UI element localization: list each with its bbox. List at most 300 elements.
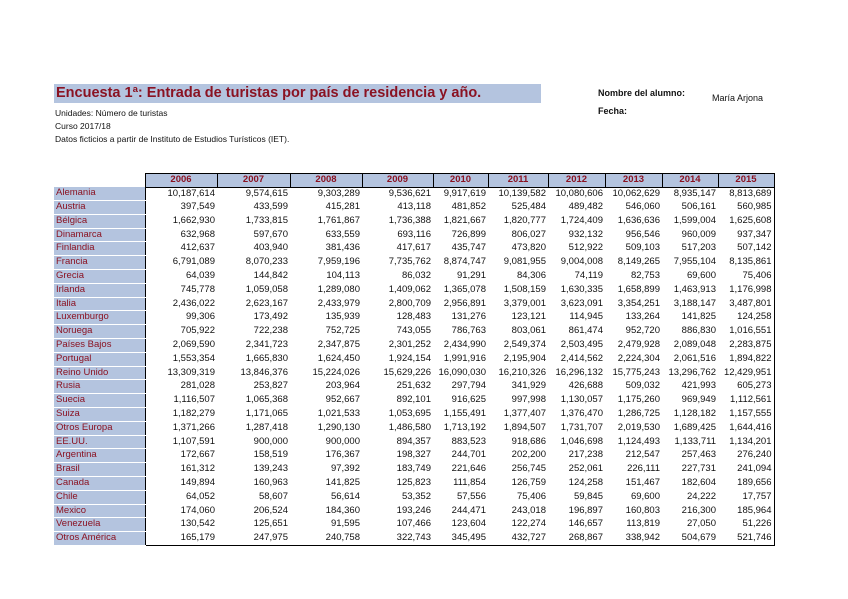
value-cell: 27,050 [686, 518, 716, 530]
value-cell: 1,463,913 [673, 283, 716, 295]
student-name-label: Nombre del alumno: [598, 88, 686, 98]
table-row [54, 297, 774, 311]
value-cell: 512,922 [568, 242, 603, 254]
value-cell: 1,658,899 [617, 283, 660, 295]
value-cell: 2,019,530 [617, 421, 660, 433]
value-cell: 174,060 [145, 504, 217, 518]
value-cell: 183,749 [396, 463, 431, 475]
value-cell: 91,291 [456, 270, 486, 282]
course-note: Curso 2017/18 [55, 121, 111, 131]
table-row [54, 449, 774, 463]
country-label: Suecia [54, 394, 145, 408]
value-cell: 198,327 [396, 449, 431, 461]
table-row [54, 477, 774, 491]
value-cell: 2,301,252 [388, 339, 431, 351]
country-label: Mexico [54, 504, 145, 518]
value-cell: 1,731,707 [560, 421, 603, 433]
value-cell: 128,483 [396, 311, 431, 323]
tourist-arrivals-table [54, 173, 775, 546]
value-cell: 1,644,416 [718, 421, 774, 435]
table-row [54, 283, 774, 297]
value-cell: 345,495 [433, 532, 488, 546]
country-label: EE.UU. [54, 435, 145, 449]
value-cell: 107,466 [396, 518, 431, 530]
value-cell: 141,825 [325, 477, 360, 489]
value-cell: 123,121 [511, 311, 546, 323]
table-row [54, 270, 774, 284]
year-header-2015: 2015 [718, 174, 774, 188]
value-cell: 221,646 [451, 463, 486, 475]
value-cell: 1,662,930 [145, 214, 217, 228]
value-cell: 1,991,916 [443, 352, 486, 364]
table-row [54, 352, 774, 366]
value-cell: 1,689,425 [673, 421, 716, 433]
value-cell: 10,062,629 [612, 187, 660, 199]
value-cell: 900,000 [325, 435, 360, 447]
table-row [54, 394, 774, 408]
value-cell: 1,508,159 [503, 283, 546, 295]
value-cell: 633,559 [325, 228, 360, 240]
value-cell: 139,243 [253, 463, 288, 475]
value-cell: 743,055 [396, 325, 431, 337]
value-cell: 521,746 [718, 532, 774, 546]
table-row [54, 228, 774, 242]
units-note: Unidades: Número de turistas [55, 108, 168, 118]
value-cell: 338,942 [605, 532, 662, 546]
value-cell: 415,281 [325, 201, 360, 213]
value-cell: 956,546 [625, 228, 660, 240]
year-header-2013: 2013 [605, 174, 662, 188]
value-cell: 1,128,182 [673, 408, 716, 420]
country-label: Países Bajos [54, 339, 145, 353]
value-cell: 57,556 [456, 490, 486, 502]
value-cell: 176,367 [325, 449, 360, 461]
value-cell: 412,637 [145, 242, 217, 256]
value-cell: 193,246 [396, 504, 431, 516]
value-cell: 15,775,243 [612, 366, 660, 378]
value-cell: 883,523 [451, 435, 486, 447]
value-cell: 1,287,418 [245, 421, 288, 433]
value-cell: 1,059,058 [245, 283, 288, 295]
value-cell: 16,090,030 [438, 366, 486, 378]
table-row [54, 256, 774, 270]
table-row [54, 518, 774, 532]
year-header-row [54, 174, 774, 188]
country-label: Francia [54, 256, 145, 270]
value-cell: 426,688 [568, 380, 603, 392]
country-label: Portugal [54, 352, 145, 366]
value-cell: 417,617 [396, 242, 431, 254]
country-label: Alemania [54, 187, 145, 200]
value-cell: 509,032 [625, 380, 660, 392]
value-cell: 2,089,048 [673, 339, 716, 351]
value-cell: 8,935,147 [673, 187, 716, 199]
value-cell: 268,867 [548, 532, 605, 546]
country-label: Reino Unido [54, 366, 145, 380]
year-header-2010: 2010 [433, 174, 488, 188]
value-cell: 227,731 [681, 463, 716, 475]
value-cell: 3,379,001 [503, 297, 546, 309]
value-cell: 1,124,493 [617, 435, 660, 447]
value-cell: 2,436,022 [145, 297, 217, 311]
value-cell: 69,600 [686, 270, 716, 282]
value-cell: 97,392 [330, 463, 360, 475]
value-cell: 1,046,698 [560, 435, 603, 447]
value-cell: 341,929 [511, 380, 546, 392]
value-cell: 15,224,026 [312, 366, 360, 378]
date-label: Fecha: [598, 106, 628, 116]
value-cell: 322,743 [362, 532, 433, 546]
value-cell: 2,549,374 [503, 339, 546, 351]
year-header-2011: 2011 [488, 174, 548, 188]
year-header-2009: 2009 [362, 174, 433, 188]
country-label: Otros América [54, 532, 145, 546]
value-cell: 1,665,830 [245, 352, 288, 364]
value-cell: 7,955,104 [673, 256, 716, 268]
value-cell: 1,599,004 [673, 214, 716, 226]
value-cell: 16,210,326 [498, 366, 546, 378]
value-cell: 86,032 [401, 270, 431, 282]
table-row [54, 532, 774, 546]
value-cell: 141,825 [681, 311, 716, 323]
value-cell: 489,482 [568, 201, 603, 213]
value-cell: 745,778 [145, 283, 217, 297]
value-cell: 240,758 [290, 532, 362, 546]
value-cell: 506,161 [681, 201, 716, 213]
value-cell: 918,686 [511, 435, 546, 447]
value-cell: 726,899 [451, 228, 486, 240]
value-cell: 1,894,507 [503, 421, 546, 433]
value-cell: 252,061 [568, 463, 603, 475]
value-cell: 251,632 [396, 380, 431, 392]
value-cell: 2,347,875 [317, 339, 360, 351]
country-label: Noruega [54, 325, 145, 339]
value-cell: 892,101 [396, 394, 431, 406]
value-cell: 1,053,695 [388, 408, 431, 420]
year-header-2012: 2012 [548, 174, 605, 188]
year-header-2006: 2006 [145, 174, 217, 188]
value-cell: 2,479,928 [617, 339, 660, 351]
value-cell: 2,341,723 [245, 339, 288, 351]
value-cell: 10,080,606 [555, 187, 603, 199]
table-row [54, 242, 774, 256]
value-cell: 160,803 [625, 504, 660, 516]
value-cell: 1,625,608 [718, 214, 774, 228]
value-cell: 2,283,875 [718, 339, 774, 353]
value-cell: 82,753 [630, 270, 660, 282]
country-label: Bélgica [54, 214, 145, 228]
year-header-2008: 2008 [290, 174, 362, 188]
value-cell: 281,028 [145, 380, 217, 394]
table-row [54, 408, 774, 422]
value-cell: 2,623,167 [245, 297, 288, 309]
value-cell: 1,112,561 [718, 394, 774, 408]
country-label: Canada [54, 477, 145, 491]
value-cell: 126,759 [511, 477, 546, 489]
value-cell: 7,959,196 [317, 256, 360, 268]
value-cell: 1,290,130 [317, 421, 360, 433]
value-cell: 433,599 [253, 201, 288, 213]
value-cell: 413,118 [397, 201, 431, 213]
value-cell: 952,720 [625, 325, 660, 337]
value-cell: 722,238 [253, 325, 288, 337]
value-cell: 560,985 [718, 201, 774, 215]
value-cell: 253,827 [253, 380, 288, 392]
value-cell: 124,258 [718, 311, 774, 325]
value-cell: 8,070,233 [245, 256, 288, 268]
value-cell: 75,406 [718, 270, 774, 284]
value-cell: 2,069,590 [145, 339, 217, 353]
value-cell: 1,820,777 [503, 214, 546, 226]
country-label: Irlanda [54, 283, 145, 297]
value-cell: 13,296,762 [668, 366, 716, 378]
value-cell: 960,009 [681, 228, 716, 240]
sheet-title: Encuesta 1ª: Entrada de turistas por país de residencia y año. [54, 84, 541, 103]
value-cell: 104,113 [326, 270, 360, 282]
value-cell: 6,791,089 [145, 256, 217, 270]
value-cell: 133,264 [625, 311, 660, 323]
country-label: Brasil [54, 463, 145, 477]
country-label: Rusia [54, 380, 145, 394]
value-cell: 786,763 [451, 325, 486, 337]
value-cell: 13,309,319 [145, 366, 217, 380]
value-cell: 2,503,495 [560, 339, 603, 351]
value-cell: 861,474 [568, 325, 603, 337]
value-cell: 1,736,388 [388, 214, 431, 226]
value-cell: 146,657 [568, 518, 603, 530]
value-cell: 1,130,057 [560, 394, 603, 406]
corner-cell [54, 174, 145, 188]
value-cell: 900,000 [253, 435, 288, 447]
value-cell: 504,679 [662, 532, 718, 546]
value-cell: 257,463 [681, 449, 716, 461]
value-cell: 1,116,507 [145, 394, 217, 408]
table-row [54, 325, 774, 339]
value-cell: 184,360 [325, 504, 360, 516]
value-cell: 397,549 [145, 201, 217, 215]
value-cell: 1,624,450 [317, 352, 360, 364]
value-cell: 473,820 [511, 242, 546, 254]
value-cell: 13,846,376 [240, 366, 288, 378]
value-cell: 1,107,591 [145, 435, 217, 449]
table-row [54, 201, 774, 215]
value-cell: 546,060 [625, 201, 660, 213]
value-cell: 1,377,407 [503, 408, 546, 420]
value-cell: 1,175,260 [617, 394, 660, 406]
country-label: Argentina [54, 449, 145, 463]
value-cell: 149,894 [145, 477, 217, 491]
value-cell: 59,845 [573, 490, 603, 502]
value-cell: 111,854 [453, 477, 486, 489]
value-cell: 2,061,516 [673, 352, 716, 364]
value-cell: 189,656 [718, 477, 774, 491]
value-cell: 8,813,689 [718, 187, 774, 200]
country-label: Venezuela [54, 518, 145, 532]
value-cell: 2,414,562 [560, 352, 603, 364]
value-cell: 247,975 [217, 532, 290, 546]
value-cell: 276,240 [718, 449, 774, 463]
value-cell: 124,258 [568, 477, 603, 489]
value-cell: 1,021,533 [317, 408, 360, 420]
value-cell: 1,016,551 [718, 325, 774, 339]
value-cell: 125,823 [396, 477, 431, 489]
value-cell: 2,433,979 [317, 297, 360, 309]
value-cell: 165,179 [145, 532, 217, 546]
value-cell: 2,224,304 [617, 352, 660, 364]
value-cell: 9,917,619 [443, 187, 486, 199]
value-cell: 2,956,891 [443, 297, 486, 309]
country-label: Finlandia [54, 242, 145, 256]
value-cell: 1,761,867 [317, 214, 360, 226]
value-cell: 2,434,990 [443, 339, 486, 351]
value-cell: 1,134,201 [718, 435, 774, 449]
country-label: Suiza [54, 408, 145, 422]
value-cell: 432,727 [488, 532, 548, 546]
value-cell: 226,111 [627, 463, 660, 475]
value-cell: 597,670 [253, 228, 288, 240]
value-cell: 3,623,091 [560, 297, 603, 309]
value-cell: 517,203 [681, 242, 716, 254]
country-label: Luxemburgo [54, 311, 145, 325]
year-header-2014: 2014 [662, 174, 718, 188]
value-cell: 481,852 [451, 201, 486, 213]
value-cell: 144,842 [253, 270, 288, 282]
value-cell: 1,065,368 [245, 394, 288, 406]
value-cell: 212,547 [625, 449, 660, 461]
value-cell: 122,274 [511, 518, 546, 530]
value-cell: 125,651 [253, 518, 288, 530]
value-cell: 9,303,289 [317, 187, 360, 199]
value-cell: 1,713,192 [443, 421, 486, 433]
table-row [54, 311, 774, 325]
value-cell: 182,604 [681, 477, 716, 489]
country-label: Dinamarca [54, 228, 145, 242]
country-label: Chile [54, 490, 145, 504]
value-cell: 206,524 [253, 504, 288, 516]
value-cell: 256,745 [511, 463, 546, 475]
value-cell: 1,176,998 [718, 283, 774, 297]
value-cell: 56,614 [330, 490, 360, 502]
value-cell: 58,607 [258, 490, 288, 502]
value-cell: 64,052 [145, 490, 217, 504]
value-cell: 1,286,725 [617, 408, 660, 420]
value-cell: 1,155,491 [443, 408, 486, 420]
value-cell: 160,963 [253, 477, 288, 489]
value-cell: 1,171,065 [245, 408, 288, 420]
table-row [54, 214, 774, 228]
value-cell: 605,273 [718, 380, 774, 394]
value-cell: 2,800,709 [388, 297, 431, 309]
value-cell: 803,061 [511, 325, 546, 337]
value-cell: 3,487,801 [718, 297, 774, 311]
value-cell: 9,574,615 [245, 187, 288, 199]
value-cell: 509,103 [625, 242, 660, 254]
value-cell: 997,998 [511, 394, 546, 406]
table-body [54, 187, 774, 545]
value-cell: 91,595 [330, 518, 360, 530]
table-row [54, 504, 774, 518]
value-cell: 8,874,747 [443, 256, 486, 268]
value-cell: 1,371,266 [145, 421, 217, 435]
table-row [54, 380, 774, 394]
value-cell: 241,094 [718, 463, 774, 477]
value-cell: 693,116 [397, 228, 431, 240]
value-cell: 9,004,008 [560, 256, 603, 268]
value-cell: 1,553,354 [145, 352, 217, 366]
value-cell: 75,406 [516, 490, 546, 502]
table-row [54, 463, 774, 477]
value-cell: 1,157,555 [718, 408, 774, 422]
source-note: Datos ficticios a partir de Instituto de Estudios Turísticos (IET). [55, 134, 290, 144]
value-cell: 3,188,147 [673, 297, 716, 309]
value-cell: 1,733,815 [245, 214, 288, 226]
value-cell: 113,819 [626, 518, 660, 530]
table-row [54, 187, 774, 200]
value-cell: 705,922 [145, 325, 217, 339]
value-cell: 8,149,265 [617, 256, 660, 268]
table-row [54, 435, 774, 449]
value-cell: 969,949 [681, 394, 716, 406]
table-row [54, 490, 774, 504]
value-cell: 202,200 [511, 449, 546, 461]
value-cell: 114,945 [569, 311, 603, 323]
table-row [54, 366, 774, 380]
value-cell: 196,897 [568, 504, 603, 516]
table-row [54, 339, 774, 353]
value-cell: 173,492 [253, 311, 288, 323]
value-cell: 217,238 [568, 449, 603, 461]
value-cell: 886,830 [681, 325, 716, 337]
value-cell: 9,081,955 [503, 256, 546, 268]
value-cell: 130,542 [145, 518, 217, 532]
country-label: Grecia [54, 270, 145, 284]
value-cell: 16,296,132 [555, 366, 603, 378]
student-name-value: María Arjona [712, 93, 764, 103]
value-cell: 17,757 [718, 490, 774, 504]
value-cell: 1,182,279 [145, 408, 217, 422]
value-cell: 1,289,080 [317, 283, 360, 295]
value-cell: 185,964 [718, 504, 774, 518]
value-cell: 131,276 [451, 311, 486, 323]
value-cell: 15,629,226 [383, 366, 431, 378]
value-cell: 916,625 [451, 394, 486, 406]
value-cell: 244,471 [451, 504, 486, 516]
value-cell: 99,306 [145, 311, 217, 325]
value-cell: 10,139,582 [498, 187, 546, 199]
country-label: Italia [54, 297, 145, 311]
value-cell: 952,667 [325, 394, 360, 406]
value-cell: 1,133,711 [674, 435, 716, 447]
value-cell: 937,347 [718, 228, 774, 242]
value-cell: 161,312 [145, 463, 217, 477]
value-cell: 525,484 [511, 201, 546, 213]
value-cell: 12,429,951 [718, 366, 774, 380]
value-cell: 297,794 [451, 380, 486, 392]
value-cell: 10,187,614 [145, 187, 217, 200]
value-cell: 3,354,251 [617, 297, 660, 309]
value-cell: 151,467 [625, 477, 660, 489]
value-cell: 216,300 [681, 504, 716, 516]
value-cell: 1,724,409 [560, 214, 603, 226]
value-cell: 64,039 [145, 270, 217, 284]
value-cell: 1,486,580 [388, 421, 431, 433]
value-cell: 74,119 [574, 270, 603, 282]
value-cell: 243,018 [511, 504, 546, 516]
value-cell: 381,436 [325, 242, 360, 254]
value-cell: 932,132 [568, 228, 603, 240]
value-cell: 7,735,762 [388, 256, 431, 268]
value-cell: 1,376,470 [560, 408, 603, 420]
